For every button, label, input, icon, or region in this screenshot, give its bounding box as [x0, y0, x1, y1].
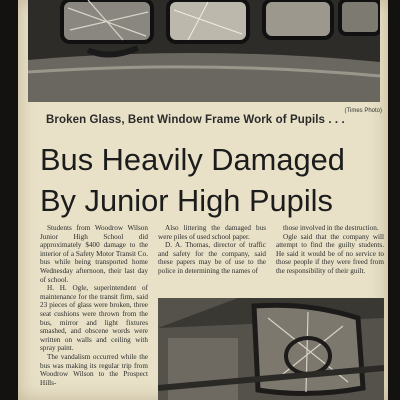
paragraph: Also littering the damaged bus were piles of used school paper.	[158, 224, 266, 241]
photo-credit: (Times Photo)	[344, 108, 382, 114]
paragraph: Ogle said that the company will attempt to find the guilty students. He said it would be of no service to those people if they were freed from the responsibility of their guilt.	[276, 232, 384, 275]
paragraph: D. A. Thomas, director of traffic and safety for the company, said these papers may be of use to the police in determining the names of	[158, 241, 266, 275]
headline-line-1: Bus Heavily Damaged	[40, 142, 345, 177]
headline-line-2: By Junior High Pupils	[40, 183, 333, 218]
paragraph: those involved in the destruction.	[283, 224, 379, 232]
article-column-3	[276, 224, 384, 276]
paragraph: Students from Woodrow Wilson Junior High School did approximately $400 damage to the interior of a Safety Motor Transit Co. bus while being transported home Wednesday afternoon, their last day of school.	[40, 224, 148, 284]
article-column-2	[158, 224, 266, 276]
photo-caption: Broken Glass, Bent Window Frame Work of Pupils . . .	[46, 114, 345, 126]
newspaper-clipping	[18, 0, 388, 400]
paragraph: The vandalism occurred while the bus was making its regular trip from Woodrow Wilson to the Prospect Hills-	[40, 352, 148, 387]
bus-interior-photo	[158, 298, 384, 400]
bus-window-photo	[28, 0, 380, 102]
paragraph: H. H. Ogle, superintendent of maintenance for the transit firm, said 23 pieces of glass were broken, three seat cushions were thrown from the bus, mirror and light fixtures smashed, and obscene words were written on walls and ceiling with spray paint.	[40, 284, 148, 353]
article-column-1	[40, 224, 148, 387]
